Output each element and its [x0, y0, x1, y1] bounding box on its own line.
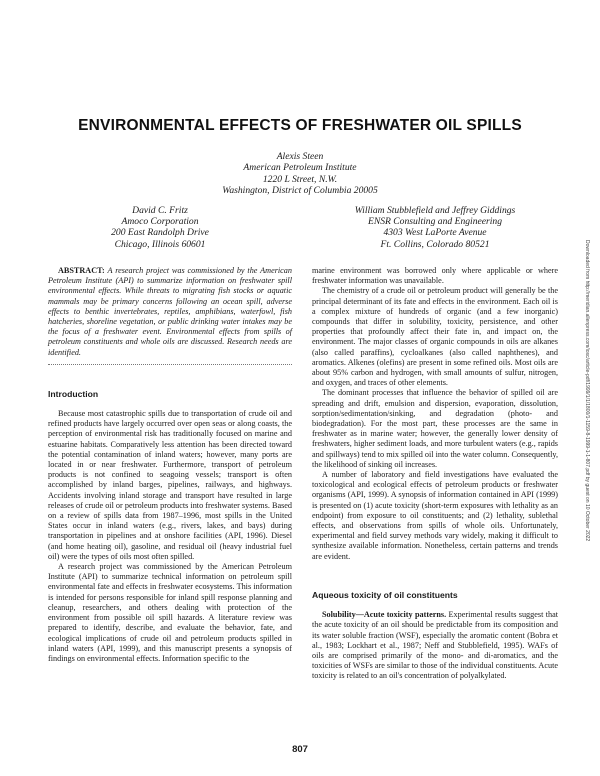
- page-number: 807: [292, 744, 308, 755]
- left-author-block: [70, 205, 250, 250]
- affiliation-line: Amoco Corporation: [121, 216, 199, 228]
- body-paragraph: The chemistry of a crude oil or petroleum product will generally be the principal determinant of its fate and effects in the environment. Each oil is a complex mixture of hundreds of organic (and a few inorganic) compounds that differ in solubility, toxicity, persistence, and other properties that profoundly affect their fate in, and impact on, the environment. The major classes of organic compounds in oils are alkanes (also called paraffins), cycloalkanes (also called naphthenes), and aromatics. Alkenes (olefins) are present in some refined oils. Most oils are about 95% carbon and hydrogen, with small amounts of sulfur, nitrogen, and oxygen, and traces of other elements.: [312, 286, 558, 388]
- affiliation-line: 200 East Randolph Drive: [111, 227, 209, 239]
- right-author-block: [330, 205, 540, 250]
- affiliation-line: Ft. Collins, Colorado 80521: [380, 238, 490, 250]
- solubility-text: Experimental results suggest that the acute toxicity of an oil should be predictable from its composition and its water soluble fraction (WSF), especially the aromatic content (Bobra et al., 1983; Lockhart et al., 1987; Neff and Stubblefield, 1995). WAFs of oils are comprised primarily of the mono- and di-aromatics, and the toxicities of WSFs are similar to those of the individual constituents. Acute toxicity is related to an oil's concentration of polyalkylated.: [312, 610, 558, 681]
- center-author-block: [0, 151, 600, 197]
- author-name: Alexis Steen: [276, 151, 324, 162]
- download-note: Downloaded from http://meridian.allenpress.com/iosc/article-pdf/1999/1/1/1800/1-1159-8-1999-1-1-807.pdf by guest on 10 October 2022: [584, 240, 590, 542]
- affiliation-line: 4303 West LaPorte Avenue: [383, 227, 487, 239]
- body-paragraph: The dominant processes that influence the behavior of spilled oil are spreading and drift, emulsion and dispersion, evaporation, dissolution, sorption/sedimentation/sinking, and degradation (photo- and biodegradation). For the most part, these processes are the same in freshwater as in marine water; however, the generally lower density of freshwaters, higher sediment loads, and more turbulent waters (e.g., rapids and spillways) tend to mix spilled oil into the water column. Consequently, the likelihood of sinking oil increases.: [312, 388, 558, 469]
- body-paragraph: A number of laboratory and field investigations have evaluated the toxicological and ecological effects of petroleum products or freshwater organisms (API, 1999). A synopsis of information contained in API (1999) is presented on (1) acute toxicity (short-term exposures with lethality as an endpoint) from exposure to oil constituents; and (2) lethality, sublethal effects, and observations from spills of whole oils. Unfortunately, experimental and field survey methods vary widely, making it difficult to synthesize available information. Nonetheless, certain patterns and trends are evident.: [312, 470, 558, 561]
- section-heading-introduction: Introduction: [48, 388, 99, 399]
- affiliation-line: ENSR Consulting and Engineering: [367, 216, 503, 228]
- affiliation-line: American Petroleum Institute: [243, 162, 357, 174]
- affiliation-line: 1220 L Street, N.W.: [262, 173, 338, 185]
- body-paragraph: marine environment was borrowed only where applicable or where freshwater information was unavailable.: [312, 266, 558, 286]
- author-name: William Stubblefield and Jeffrey Giddings: [354, 205, 516, 216]
- paper-title: ENVIRONMENTAL EFFECTS OF FRESHWATER OIL SPILLS: [78, 117, 522, 134]
- abstract-label: ABSTRACT:: [58, 266, 105, 275]
- author-name: David C. Fritz: [132, 205, 188, 216]
- download-sidebar: [582, 240, 592, 540]
- right-column: [312, 266, 558, 682]
- abstract-divider: [48, 364, 292, 365]
- body-paragraph: Because most catastrophic spills due to transportation of crude oil and refined products have largely occurred over open seas or along coasts, the perception of environmental risk has traditionally focused on marine and estuarine habitats. Comparatively less attention has been directed toward the potential contamination of inland waters; however, many ports are located in or near freshwater. Furthermore, transport of petroleum products is not confined to seagoing vessels; transport is often accomplished by inland barges, pipelines, railways, and highways. Accidents involving inland storage and transport have resulted in large releases of crude oil or petroleum products into freshwater systems. Based on a review of spills data from 1987–1996, most spills in the United States occur in inland waters (e.g., rivers, lakes, and bays) during transportation in pipelines and at onshore facilities (API, 1996). Diesel (and home heating oil), gasoline, and residual oil (heavy industrial fuel oil) were the types of oils most often spilled.: [48, 409, 292, 561]
- affiliation-line: Chicago, Illinois 60601: [114, 238, 206, 250]
- affiliation-line: Washington, District of Columbia 20005: [222, 185, 378, 197]
- runin-heading: Solubility—Acute toxicity patterns.: [322, 610, 447, 620]
- section-heading-aqueous-toxicity: Aqueous toxicity of oil constituents: [312, 589, 458, 600]
- abstract-text: A research project was commissioned by the American Petroleum Institute (API) to summarize information on freshwater spill environmental effects. While threats to migrating fish stocks or aquatic mammals may be primary concerns following an ocean spill, adverse effects to benthic invertebrates, reptiles, amphibians, waterfowl, fish hatcheries, shoreline vegetation, or public drinking water intakes may be the focus of a freshwater event. Environmental effects from spills of petroleum constituents and whole oils are discussed. Research needs are identified.: [48, 266, 292, 357]
- solubility-paragraph: [312, 610, 558, 681]
- abstract: [48, 266, 292, 358]
- body-paragraph: A research project was commissioned by the American Petroleum Institute (API) to summarize technical information on petroleum spill environmental fate and effects in freshwater ecosystems. This information is intended for persons responsible for inland spill response planning and cleanup, researchers, and others dealing with protection of the environment from possible oil spill hazards. A literature review was prepared to identify, describe, and evaluate the behavior, fate, and ecological implications of crude oil and petroleum products spilled in inland waters (API, 1999), and this manuscript presents a synopsis of findings on environmental effects. Information specific to the: [48, 562, 292, 663]
- left-column: [48, 266, 292, 664]
